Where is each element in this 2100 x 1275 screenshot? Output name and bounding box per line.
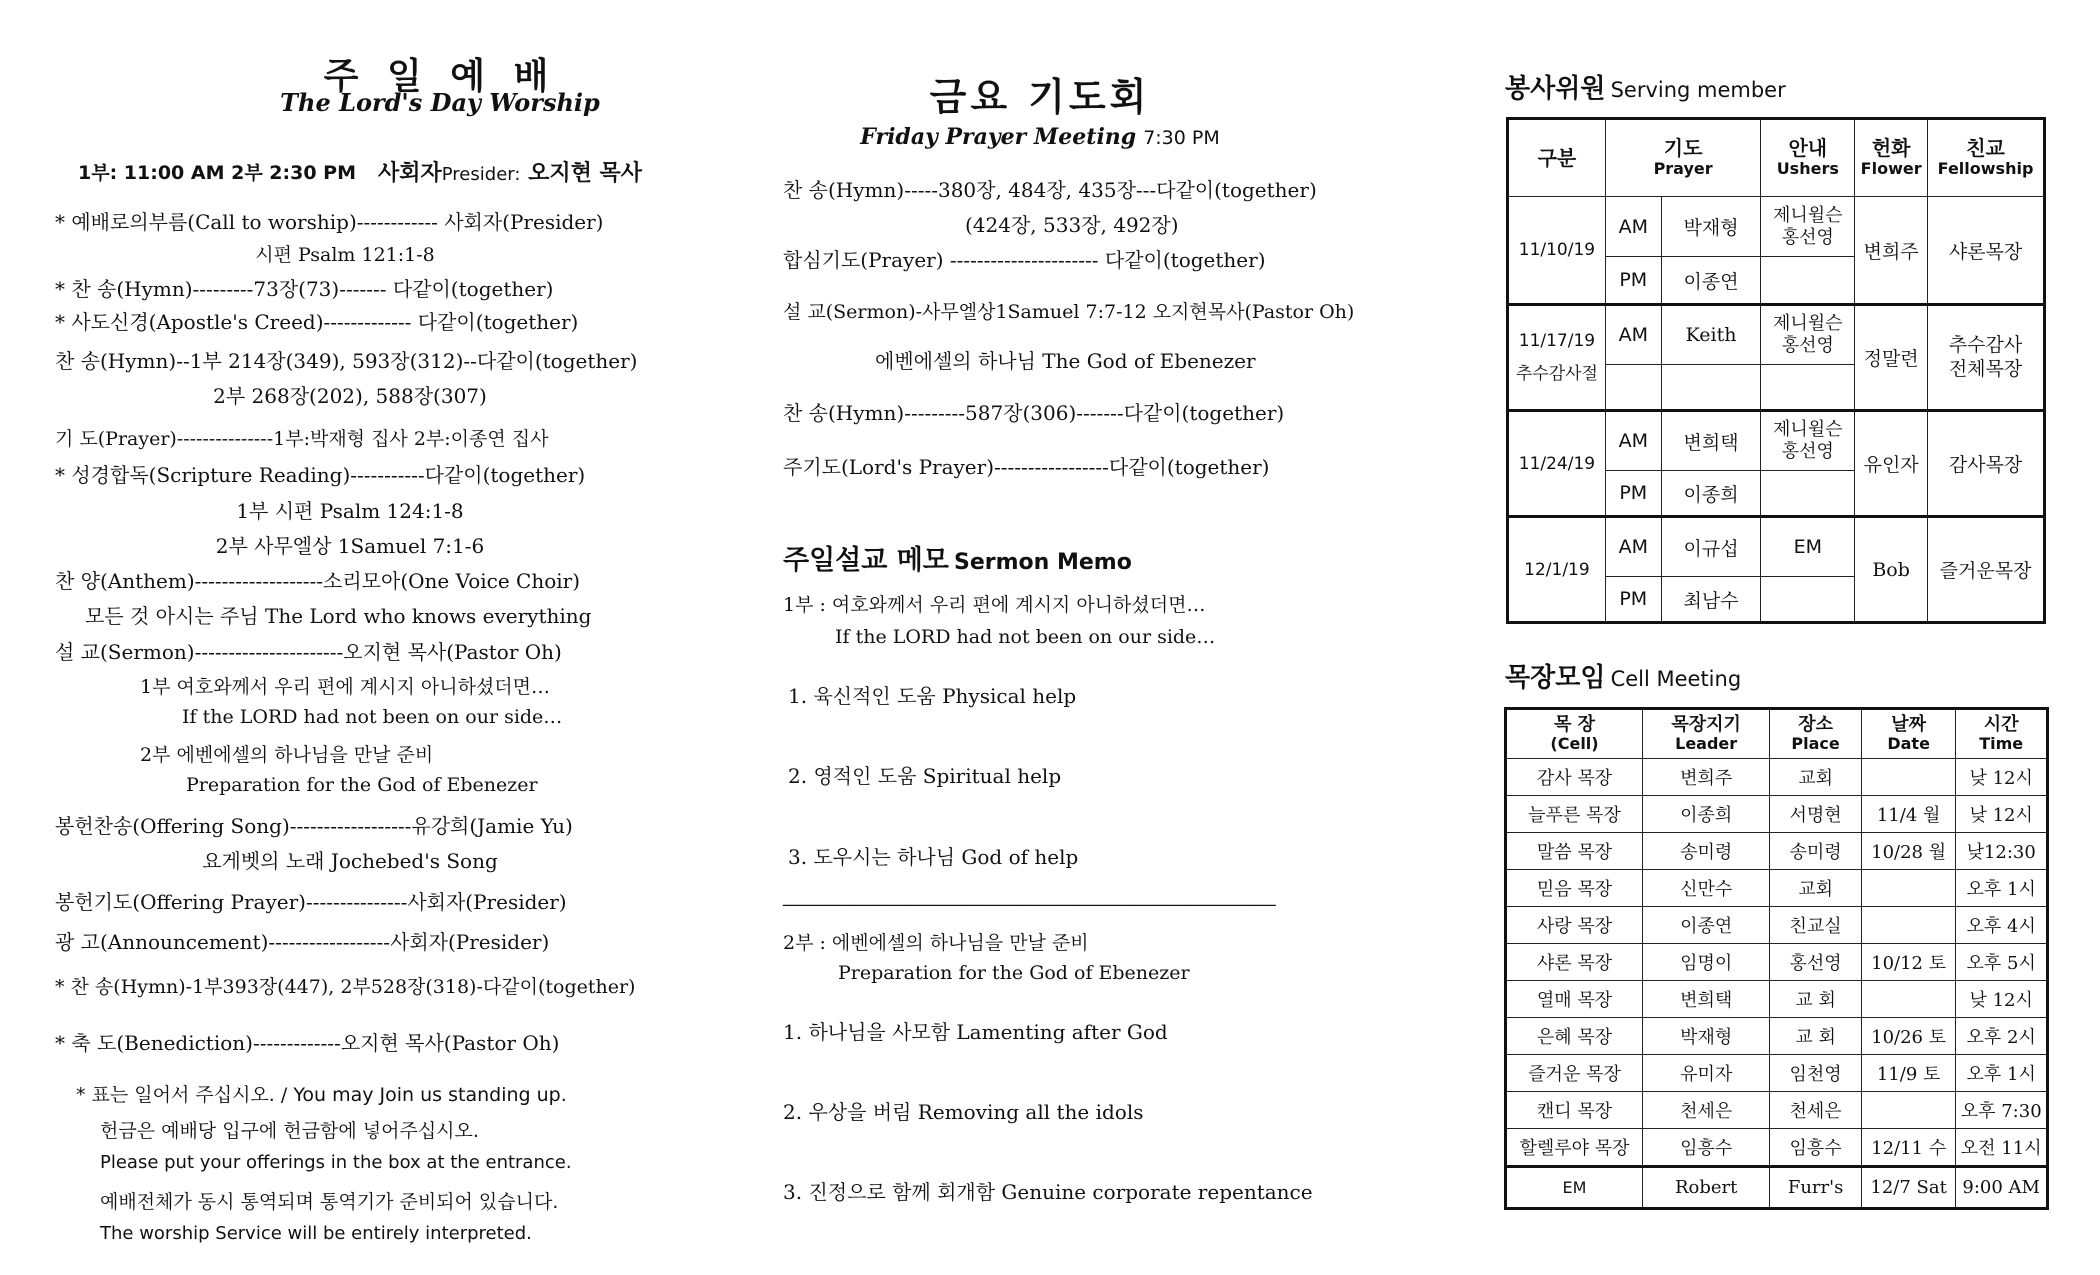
cell-leader: 이종희	[1643, 796, 1770, 833]
friday-hymn-1: 찬 송(Hymn)-----380장, 484장, 435장---다같이(together)	[783, 178, 1317, 202]
memo1-point-3: 3. 도우시는 하나님 God of help	[788, 845, 1079, 869]
cell-time: 오전 11시	[1956, 1129, 2048, 1167]
cell-time: 오후 1시	[1956, 870, 2048, 907]
cell-date: 12/7 Sat	[1861, 1167, 1956, 1209]
cell-name: 열매 목장	[1506, 981, 1643, 1018]
cell-name: 믿음 목장	[1506, 870, 1643, 907]
serving-am-prayer: Keith	[1661, 305, 1761, 365]
table-row	[1506, 944, 2048, 981]
cell-place: 서명현	[1770, 796, 1862, 833]
cell-time: 9:00 AM	[1956, 1167, 2048, 1209]
cell-place: 천세은	[1770, 1092, 1862, 1129]
table-row	[1508, 305, 2045, 365]
cell-date: 11/9 토	[1861, 1055, 1956, 1092]
cell-name: 캔디 목장	[1506, 1092, 1643, 1129]
cell-name: 사랑 목장	[1506, 907, 1643, 944]
order-scripture: * 성경합독(Scripture Reading)-----------다같이(together)	[55, 463, 586, 487]
cell-name: 말씀 목장	[1506, 833, 1643, 870]
note-offering-en: Please put your offerings in the box at the entrance.	[100, 1152, 572, 1173]
cell-name: 샤론 목장	[1506, 944, 1643, 981]
cell-header-leader: 목장지기 Leader	[1643, 709, 1770, 759]
serving-am-prayer: 변희택	[1661, 411, 1761, 471]
order-sermon: 설 교(Sermon)----------------------오지현 목사(Pastor Oh)	[55, 640, 562, 664]
cell-leader: 박재형	[1643, 1018, 1770, 1055]
serving-header-row	[1508, 119, 2045, 197]
serving-am-prayer: 박재형	[1661, 197, 1761, 257]
cell-name: 즐거운 목장	[1506, 1055, 1643, 1092]
table-row	[1506, 1129, 2048, 1167]
sunday-worship-title: 주 일 예 배	[323, 56, 557, 97]
order-anthem: 찬 양(Anthem)-------------------소리모아(One Voice Choir)	[55, 569, 581, 593]
cell-date: 10/28 월	[1861, 833, 1956, 870]
serving-pm-usher	[1761, 471, 1855, 517]
cell-place: 교 회	[1770, 1018, 1862, 1055]
cell-date	[1861, 759, 1956, 796]
memo2-point-1: 1. 하나님을 사모함 Lamenting after God	[783, 1020, 1168, 1044]
serving-fellowship: 감사목장	[1928, 411, 2045, 517]
table-row	[1508, 517, 2045, 577]
sunday-worship-subtitle: The Lord's Day Worship	[280, 88, 600, 117]
cell-header-time: 시간 Time	[1956, 709, 2048, 759]
cell-name: 늘푸른 목장	[1506, 796, 1643, 833]
cell-time: 오후 5시	[1956, 944, 2048, 981]
cell-date: 11/4 월	[1861, 796, 1956, 833]
cell-time: 오후 1시	[1956, 1055, 2048, 1092]
table-row	[1506, 907, 2048, 944]
cell-name: 감사 목장	[1506, 759, 1643, 796]
memo1-point-1: 1. 육신적인 도움 Physical help	[788, 684, 1077, 708]
order-anthem-title: 모든 것 아시는 주님 The Lord who knows everything	[85, 604, 592, 628]
serving-fellowship: 샤론목장	[1928, 197, 2045, 305]
memo2-point-2: 2. 우상을 버림 Removing all the idols	[783, 1100, 1144, 1124]
order-prayer: 기 도(Prayer)---------------1부:박재형 집사 2부:이종연 집사	[55, 428, 549, 450]
serving-header-ushers: 안내 Ushers	[1761, 119, 1855, 197]
cell-place: 임흥수	[1770, 1129, 1862, 1167]
serving-flower: 유인자	[1855, 411, 1928, 517]
table-row	[1508, 197, 2045, 257]
table-row	[1506, 759, 2048, 796]
friday-prayer-subtitle: Friday Prayer Meeting	[860, 124, 1137, 150]
cell-header-row	[1506, 709, 2048, 759]
order-apostles-creed: * 사도신경(Apostle's Creed)------------- 다같이(together)	[55, 310, 579, 334]
serving-am-label: AM	[1605, 517, 1661, 577]
table-row	[1506, 1092, 2048, 1129]
serving-flower: Bob	[1855, 517, 1928, 623]
cell-date: 10/12 토	[1861, 944, 1956, 981]
cell-leader: Robert	[1643, 1167, 1770, 1209]
table-row	[1506, 1167, 2048, 1209]
serving-am-label: AM	[1605, 197, 1661, 257]
cell-place: 교회	[1770, 759, 1862, 796]
memo-separator: _____________________________________________________	[783, 886, 1276, 907]
cell-place: 홍선영	[1770, 944, 1862, 981]
presider-name: 오지현 목사	[528, 161, 643, 186]
cell-date: 12/11 수	[1861, 1129, 1956, 1167]
cell-time: 낮 12시	[1956, 759, 2048, 796]
note-standing: * 표는 일어서 주십시오. / You may Join us standing up.	[76, 1084, 567, 1106]
sermon-2-title: 2부 에벤에셀의 하나님을 만날 준비	[140, 744, 434, 766]
cell-leader: 송미령	[1643, 833, 1770, 870]
cell-time: 오후 7:30	[1956, 1092, 2048, 1129]
memo1-point-2: 2. 영적인 도움 Spiritual help	[788, 764, 1062, 788]
serving-am-usher: 제니윌슨 홍선영	[1761, 411, 1855, 471]
serving-header-fellowship: 친교 Fellowship	[1928, 119, 2045, 197]
table-row	[1506, 1055, 2048, 1092]
table-row	[1506, 796, 2048, 833]
presider-label: 사회자	[378, 161, 442, 186]
cell-name: 할렐루야 목장	[1506, 1129, 1643, 1167]
cell-meeting-title: 목장모임 Cell Meeting	[1505, 663, 1742, 693]
order-hymn-1: * 찬 송(Hymn)---------73장(73)------- 다같이(together)	[55, 277, 554, 301]
serving-date: 11/24/19	[1508, 411, 1606, 517]
order-closing-hymn: * 찬 송(Hymn)-1부393장(447), 2부528장(318)-다같이(together)	[55, 976, 636, 998]
cell-leader: 신만수	[1643, 870, 1770, 907]
serving-date: 12/1/19	[1508, 517, 1606, 623]
cell-leader: 변희택	[1643, 981, 1770, 1018]
memo1-heading: 1부 : 여호와께서 우리 편에 계시지 아니하셨더면…	[783, 594, 1206, 616]
cell-place: 교 회	[1770, 981, 1862, 1018]
serving-am-label: AM	[1605, 305, 1661, 365]
cell-time: 오후 4시	[1956, 907, 2048, 944]
cell-date	[1861, 870, 1956, 907]
friday-prayer-subtitle-line	[780, 124, 1300, 150]
cell-place: 송미령	[1770, 833, 1862, 870]
friday-sermon-title: 에벤에셀의 하나님 The God of Ebenezer	[875, 349, 1256, 373]
serving-pm-label: PM	[1605, 257, 1661, 305]
order-offering-prayer: 봉헌기도(Offering Prayer)---------------사회자(Presider)	[55, 890, 567, 914]
note-interpretation-en: The worship Service will be entirely interpreted.	[100, 1223, 532, 1244]
serving-date: 11/10/19	[1508, 197, 1606, 305]
serving-member-title: 봉사위원 Serving member	[1505, 74, 1786, 104]
order-scripture-2: 2부 사무엘상 1Samuel 7:1-6	[215, 534, 485, 558]
cell-leader: 유미자	[1643, 1055, 1770, 1092]
order-psalm: 시편 Psalm 121:1-8	[255, 244, 435, 266]
table-row	[1506, 981, 2048, 1018]
friday-hymn-1-alt: (424장, 533장, 492장)	[965, 213, 1179, 237]
table-row	[1506, 1018, 2048, 1055]
memo2-heading: 2부 : 에벤에셀의 하나님을 만날 준비	[783, 932, 1089, 954]
cell-leader: 변희주	[1643, 759, 1770, 796]
serving-am-label: AM	[1605, 411, 1661, 471]
cell-leader: 임명이	[1643, 944, 1770, 981]
table-row	[1506, 870, 2048, 907]
serving-date: 11/17/19 추수감사절	[1508, 305, 1606, 411]
cell-time: 오후 2시	[1956, 1018, 2048, 1055]
cell-date	[1861, 907, 1956, 944]
serving-pm-usher	[1761, 365, 1855, 411]
memo2-point-3: 3. 진정으로 함께 회개함 Genuine corporate repentance	[783, 1180, 1313, 1204]
table-row	[1506, 833, 2048, 870]
cell-name: 은혜 목장	[1506, 1018, 1643, 1055]
serving-pm-label	[1605, 365, 1661, 411]
order-offering-song: 봉헌찬송(Offering Song)------------------유강희(Jamie Yu)	[55, 814, 573, 838]
serving-pm-label: PM	[1605, 471, 1661, 517]
serving-pm-prayer	[1661, 365, 1761, 411]
cell-name: EM	[1506, 1167, 1643, 1209]
serving-am-prayer: 이규섭	[1661, 517, 1761, 577]
table-row	[1508, 411, 2045, 471]
friday-prayer-time: 7:30 PM	[1143, 127, 1220, 149]
note-interpretation-ko: 예배전체가 동시 통역되며 통역기가 준비되어 있습니다.	[100, 1191, 559, 1213]
friday-lords-prayer: 주기도(Lord's Prayer)-----------------다같이(together)	[783, 455, 1270, 479]
serving-header-flower: 헌화 Flower	[1855, 119, 1928, 197]
cell-leader: 천세은	[1643, 1092, 1770, 1129]
offering-song-title: 요게벳의 노래 Jochebed's Song	[202, 849, 498, 873]
serving-am-usher: 제니윌슨 홍선영	[1761, 197, 1855, 257]
sermon-memo-title: 주일설교 메모 Sermon Memo	[783, 545, 1132, 576]
cell-date	[1861, 1092, 1956, 1129]
serving-am-usher: 제니윌슨 홍선영	[1761, 305, 1855, 365]
serving-pm-usher	[1761, 577, 1855, 623]
cell-date	[1861, 981, 1956, 1018]
order-hymn-2-part2: 2부 268장(202), 588장(307)	[213, 384, 487, 408]
order-benediction: * 축 도(Benediction)-------------오지현 목사(Pastor Oh)	[55, 1031, 560, 1055]
friday-prayer-title: 금요 기도회	[929, 75, 1151, 119]
sermon-1-title: 1부 여호와께서 우리 편에 계시지 아니하셨더면…	[140, 676, 551, 698]
friday-sermon: 설 교(Sermon)-사무엘상1Samuel 7:7-12 오지현목사(Pastor Oh)	[783, 301, 1355, 323]
cell-date: 10/26 토	[1861, 1018, 1956, 1055]
note-offering-ko: 헌금은 예배당 입구에 헌금함에 넣어주십시오.	[100, 1120, 479, 1142]
presider-line	[378, 156, 642, 187]
sermon-2-title-en: Preparation for the God of Ebenezer	[186, 774, 538, 796]
cell-header-cell: 목 장 (Cell)	[1506, 709, 1643, 759]
cell-place: 교회	[1770, 870, 1862, 907]
cell-place: 임천영	[1770, 1055, 1862, 1092]
presider-label-en: Presider:	[441, 164, 521, 185]
serving-flower: 변희주	[1855, 197, 1928, 305]
order-hymn-2: 찬 송(Hymn)--1부 214장(349), 593장(312)--다같이(together)	[55, 349, 638, 373]
cell-time: 낮 12시	[1956, 981, 2048, 1018]
cell-place: Furr's	[1770, 1167, 1862, 1209]
cell-leader: 임흥수	[1643, 1129, 1770, 1167]
order-announcement: 광 고(Announcement)------------------사회자(Presider)	[55, 930, 550, 954]
cell-place: 친교실	[1770, 907, 1862, 944]
serving-am-usher: EM	[1761, 517, 1855, 577]
serving-member-table	[1506, 117, 2046, 624]
service-times: 1부: 11:00 AM 2부 2:30 PM	[78, 162, 357, 184]
serving-header-prayer: 기도 Prayer	[1605, 119, 1761, 197]
serving-fellowship: 추수감사 전체목장	[1928, 305, 2045, 411]
cell-header-place: 장소 Place	[1770, 709, 1862, 759]
order-call-to-worship: * 예배로의부름(Call to worship)------------ 사회자(Presider)	[55, 210, 604, 234]
serving-pm-label: PM	[1605, 577, 1661, 623]
friday-hymn-2: 찬 송(Hymn)---------587장(306)-------다같이(together)	[783, 401, 1285, 425]
serving-pm-prayer: 이종연	[1661, 257, 1761, 305]
cell-meeting-table	[1504, 707, 2049, 1210]
cell-time: 낮 12시	[1956, 796, 2048, 833]
serving-pm-prayer: 이종희	[1661, 471, 1761, 517]
memo2-subheading: Preparation for the God of Ebenezer	[838, 962, 1190, 984]
cell-time: 낮12:30	[1956, 833, 2048, 870]
cell-leader: 이종연	[1643, 907, 1770, 944]
sermon-1-title-en: If the LORD had not been on our side…	[182, 706, 563, 728]
friday-unison-prayer: 합심기도(Prayer) ---------------------- 다같이(together)	[783, 248, 1266, 272]
serving-pm-usher	[1761, 257, 1855, 305]
serving-pm-prayer: 최남수	[1661, 577, 1761, 623]
cell-header-date: 날짜 Date	[1861, 709, 1956, 759]
serving-header-category: 구분	[1508, 119, 1606, 197]
serving-flower: 정말련	[1855, 305, 1928, 411]
memo1-subheading: If the LORD had not been on our side…	[835, 626, 1216, 648]
serving-fellowship: 즐거운목장	[1928, 517, 2045, 623]
order-scripture-1: 1부 시편 Psalm 124:1-8	[236, 499, 464, 523]
